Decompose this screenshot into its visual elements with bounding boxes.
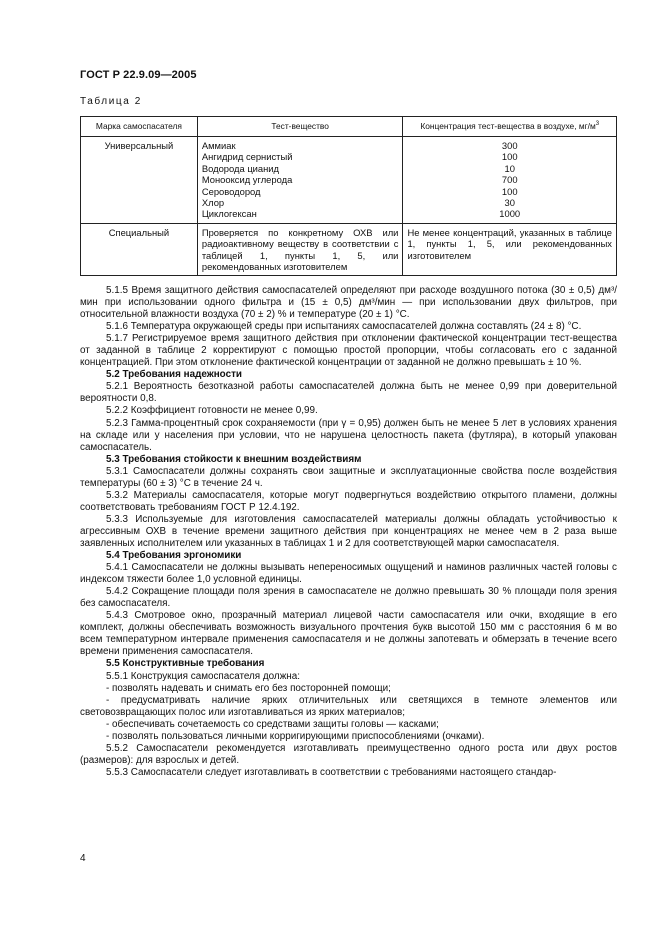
section-heading: 5.2 Требования надежности: [106, 369, 242, 381]
paragraph: 5.3.3 Используемые для изготовления самоспасателей материалы должны обладать устойчивостью к агрессивным ОХВ в течение времени защитного действия при концентрациях не менее чем в 2 раза выше заявленных исполнителем или указанных в таблицах 1 и 2 для соответствующей марки самоспасателя.: [80, 513, 617, 549]
paragraph: 5.5.1 Конструкция самоспасателя должна:: [106, 670, 300, 682]
paragraph: 5.1.7 Регистрируемое время защитного действия при отклонении фактической концентрации тест-вещества от заданной в таблице 2 корректируют с помощью простой пропорции, чтобы согласовать его с заданной концентрацией. При этом отклонение фактической концентрации от заданной не должно превышать ± 10 %.: [80, 333, 617, 369]
list-item: - позволять надевать и снимать его без посторонней помощи;: [106, 682, 391, 694]
concentration-value: 30: [504, 197, 515, 209]
list-item: - позволять пользоваться личными корригирующими приспособлениями (очками).: [106, 730, 485, 742]
substance-name: Хлор: [201, 197, 225, 209]
table-row-special: [81, 223, 617, 276]
paragraph: 5.2.2 Коэффициент готовности не менее 0,99.: [106, 405, 318, 417]
concentration-value: 700: [501, 174, 518, 186]
paragraph: 5.2.1 Вероятность безотказной работы самоспасателей должна быть не менее 0,99 при доверительной вероятности 0,8.: [80, 381, 617, 405]
column-header-concentration: [403, 117, 617, 137]
concentration-value: 10: [504, 162, 515, 174]
table-2: [80, 116, 617, 276]
column-header-substance: Тест-вещество: [197, 117, 403, 137]
paragraph: 5.3.2 Материалы самоспасателя, которые могут подвергнуться воздействию открытого пламени, должны соответствовать требованиям ГОСТ Р 12.4.192.: [80, 489, 617, 513]
table-row-universal: [81, 137, 617, 224]
table-header-row: [81, 117, 617, 137]
list-item: - обеспечивать сочетаемость со средствами защиты головы — касками;: [106, 718, 439, 730]
concentration-value: 100: [501, 185, 518, 197]
paragraph: 5.5.3 Самоспасатели следует изготавливать в соответствии с требованиями настоящего стандар-: [106, 766, 557, 778]
unit-exponent: 3: [595, 121, 600, 128]
section-heading: 5.3 Требования стойкости к внешним воздействиям: [106, 453, 362, 465]
paragraph: 5.4.1 Самоспасатели не должны вызывать непереносимых ощущений и наминов различных частей головы с индексом тяжести более 1,0 условной единицы.: [80, 562, 617, 586]
column-header-brand: Марка самоспасателя: [81, 117, 198, 137]
cell-special-label: Специальный: [81, 223, 198, 276]
substance-name: Циклогексан: [201, 208, 257, 220]
column-header-concentration-text: Концентрация тест-вещества в воздухе, мг/м: [420, 121, 596, 132]
page-number: 4: [80, 853, 86, 864]
substance-name: Аммиак: [201, 140, 236, 151]
cell-universal-label: Универсальный: [81, 137, 198, 224]
substance-name: Ангидрид сернистый: [201, 151, 293, 163]
paragraph: 5.3.1 Самоспасатели должны сохранять свои защитные и эксплуатационные свойства после воздействия температуры (60 ± 3) °С в течение 24 ч.: [80, 465, 617, 489]
substance-name: Монооксид углерода: [201, 174, 293, 186]
table-caption: Таблица 2: [80, 96, 142, 107]
cell-substances: [197, 137, 403, 224]
paragraph: 5.1.6 Температура окружающей среды при испытаниях самоспасателей должна составлять (24 ± 8) °С.: [106, 321, 582, 333]
paragraph: 5.1.5 Время защитного действия самоспасателей определяют при расходе воздушного потока (30 ± 0,5) дм³/мин при использовании одного фильтра и (15 ± 0,5) дм³/мин — при использовании двух фильтров, при относительной влажности воздуха (70 ± 2) % и температуре (20 ± 1) °С.: [80, 285, 617, 321]
section-heading: 5.5 Конструктивные требования: [106, 658, 265, 670]
body-text: [80, 285, 617, 779]
section-heading: 5.4 Требования эргономики: [106, 550, 242, 562]
concentration-value: 100: [501, 151, 518, 163]
list-item: - предусматривать наличие ярких отличительных или светящихся в темноте элементов или световозвращающих полос или изготавливаться из ярких материалов;: [80, 694, 617, 718]
paragraph: 5.4.3 Смотровое окно, прозрачный материал лицевой части самоспасателя или очки, входящие в его комплект, должны обеспечивать возможность визуального прочтения букв высотой 150 мм с расстояния 6 м во всем температурном интервале применения самоспасателя и не должны запотевать и обмерзать в течение всего времени применения самоспасателя.: [80, 610, 617, 658]
cell-concentrations: [403, 137, 617, 224]
substance-name: Водорода цианид: [201, 162, 280, 174]
concentration-value: 300: [501, 140, 518, 151]
document-header: ГОСТ Р 22.9.09—2005: [80, 69, 197, 81]
paragraph: 5.5.2 Самоспасатели рекомендуется изготавливать преимущественно одного роста или двух ростов (размеров): для взрослых и детей.: [80, 742, 617, 766]
concentration-value: 1000: [499, 208, 521, 220]
substance-name: Сероводород: [201, 185, 261, 197]
paragraph: 5.4.2 Сокращение площади поля зрения в самоспасателе не должно превышать 30 % площади поля зрения без самоспасателя.: [80, 586, 617, 610]
cell-special-substance: Проверяется по конкретному ОХВ или радиоактивному веществу в соответствии с таблицей 1, пункты 1, 5, или рекомендованных изготовителем: [197, 223, 403, 276]
paragraph: 5.2.3 Гамма-процентный срок сохраняемости (при γ = 0,95) должен быть не менее 5 лет в условиях хранения на складе или у населения при условии, что не нарушена целостность пакета (футляра), в который упакован самоспасатель.: [80, 417, 617, 453]
cell-special-concentration: Не менее концентраций, указанных в таблице 1, пункты 1, 5, или рекомендованных изготовителем: [403, 223, 617, 276]
